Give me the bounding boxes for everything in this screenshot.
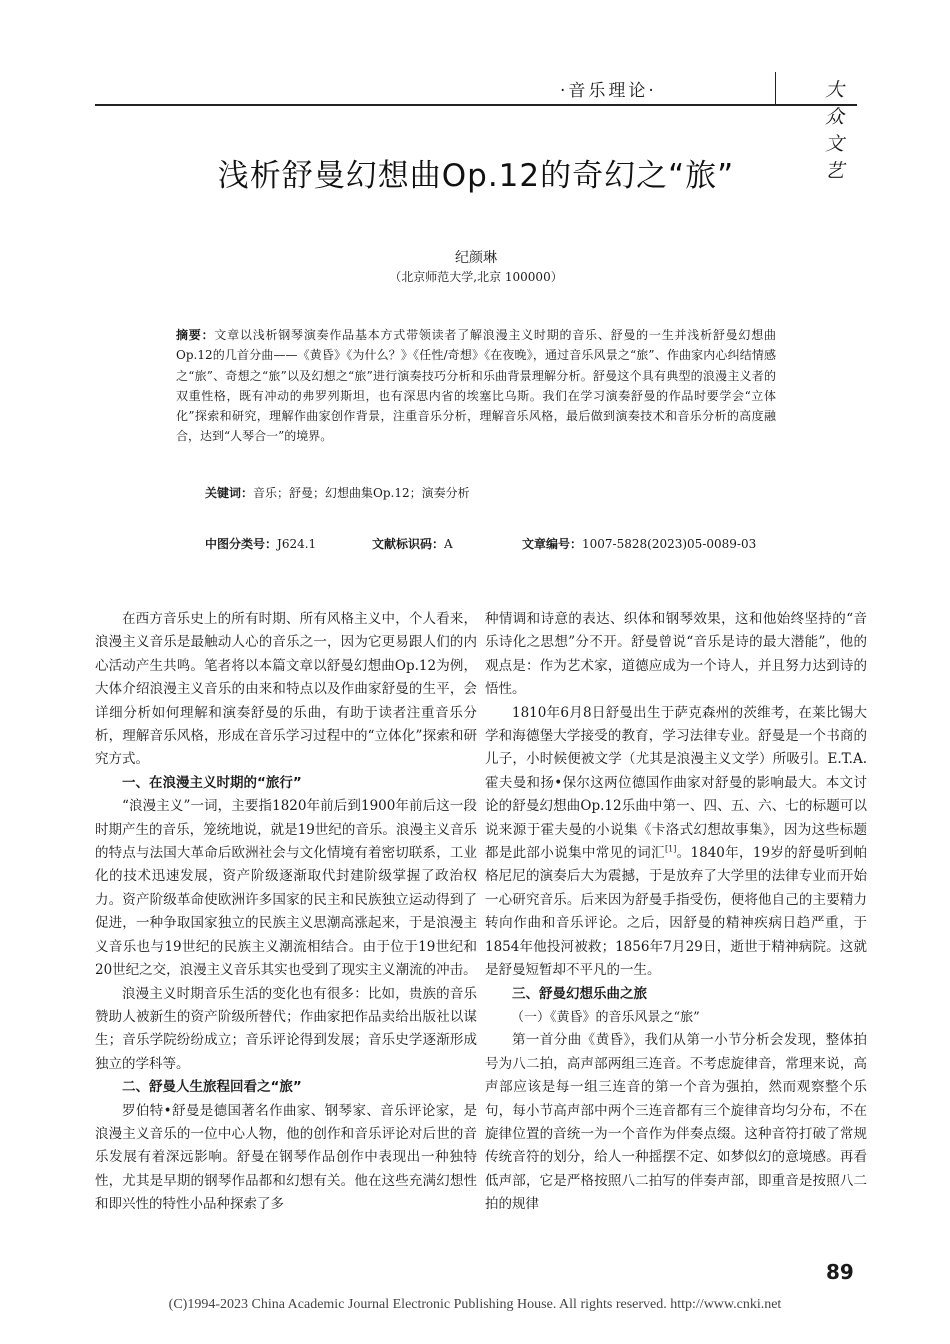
article-id	[522, 535, 756, 552]
section-label: ·音乐理论·	[560, 81, 657, 101]
paragraph: 种情调和诗意的表达、织体和钢琴效果，这和他始终坚持的“音乐诗化之思想”分不开。舒曼曾说“音乐是诗的最大潜能”，他的观点是：作为艺术家，道德应成为一个诗人，并且努力达到诗的悟性。	[485, 611, 867, 698]
doc-code-value: A	[444, 537, 453, 551]
paragraph: 第一首分曲《黄昏》，我们从第一小节分析会发现，整体拍号为八二拍，高声部两组三连音。不考虑旋律音，常理来说，高声部应该是每一组三连音的第一个音为强拍，然而观察整个乐句，每小节高声部中两个三连音都有三个旋律音均匀分布，不在旋律位置的音统一为一个音作为伴奏点缀。这种音符打破了常规传统音符的划分，给人一种摇摆不定、如梦似幻的意境感。再看低声部，它是严格按照八二拍写的伴奏声部，即重音是按照八二拍的规律	[485, 1032, 867, 1213]
paragraph: 在西方音乐史上的所有时期、所有风格主义中，个人看来，浪漫主义音乐是最触动人心的音乐之一，因为它更易跟人们的内心活动产生共鸣。笔者将以本篇文章以舒曼幻想曲Op.12为例，大体介绍浪漫主义音乐的由来和特点以及作曲家舒曼的生平，会详细分析如何理解和演奏舒曼的乐曲，有助于读者注重音乐分析，理解音乐风格，形成在音乐学习过程中的“立体化”探索和研究方式。	[95, 611, 477, 768]
paragraph-text: 。1840年，19岁的舒曼听到帕格尼尼的演奏后大为震撼，于是放弃了大学里的法律专业而开始一心研究音乐。后来因为舒曼手指受伤，便将他自己的主要精力转向作曲和音乐评论。之后，因舒曼的精神疾病日趋严重，于1854年他投河被救；1856年7月29日，逝世于精神病院。这就是舒曼短暂却不平凡的一生。	[485, 845, 867, 979]
paragraph: 浪漫主义时期音乐生活的变化也有很多：比如，贵族的音乐赞助人被新生的资产阶级所替代；作曲家把作品卖给出版社以谋生；音乐学院纷纷成立；音乐评论得到发展；音乐史学逐渐形成独立的学科等。	[95, 985, 477, 1072]
clc-number	[205, 535, 316, 552]
copyright-footer: (C)1994-2023 China Academic Journal Electronic Publishing House. All rights reserved. http://www.cnki.net	[168, 1297, 782, 1312]
keywords	[205, 484, 785, 501]
header-divider	[775, 72, 776, 104]
keywords-text: 音乐；舒曼；幻想曲集Op.12；演奏分析	[253, 486, 470, 500]
right-column	[485, 608, 867, 1217]
doc-code	[372, 535, 453, 552]
article-title: 浅析舒曼幻想曲Op.12的奇幻之“旅”	[217, 158, 735, 194]
paragraph	[485, 702, 867, 983]
section-heading: 二、舒曼人生旅程回看之“旅”	[122, 1079, 302, 1096]
paragraph-text: 1810年6月8日舒曼出生于萨克森州的茨维考，在莱比锡大学和海德堡大学接受的教育，学习法律专业。舒曼是一个书商的儿子，小时候便被文学（尤其是浪漫主义文学）所吸引。E.T.A.霍夫曼和扬•保尔这两位德国作曲家对舒曼的影响最大。本文讨论的舒曼幻想曲Op.12乐曲中第一、四、五、六、七的标题可以说来源于霍夫曼的小说集《卡洛式幻想故事集》，因为这些标题都是此部小说集中常见的词汇	[485, 704, 867, 862]
paragraph: 罗伯特•舒曼是德国著名作曲家、钢琴家、音乐评论家，是浪漫主义音乐的一位中心人物，他的创作和音乐评论对后世的音乐发展有着深远影响。舒曼在钢琴作品创作中表现出一种独特性，尤其是早期的钢琴作品都和幻想有关。他在这些充满幻想性和即兴性的特性小品种探索了多	[95, 1102, 477, 1213]
abstract-label: 摘要：	[176, 328, 215, 342]
author-name: 纪颜琳	[455, 250, 497, 266]
article-id-value: 1007-5828(2023)05-0089-03	[582, 537, 757, 551]
subsection-heading: （一）《黄昏》的音乐风景之“旅”	[511, 1009, 700, 1025]
clc-value: J624.1	[277, 537, 317, 551]
clc-label: 中图分类号：	[205, 537, 278, 551]
paragraph: “浪漫主义”一词，主要指1820年前后到1900年前后这一段时期产生的音乐，笼统地说，就是19世纪的音乐。浪漫主义音乐的特点与法国大革命后欧洲社会与文化情境有着密切联系，工业化的技术迅速发展，资产阶级逐渐取代封建阶级掌握了政治权力。资产阶级革命使欧洲许多国家的民主和民族独立运动得到了促进，一种争取国家独立的民族主义思潮高涨起来，于是浪漫主义音乐也与19世纪的民族主义潮流相结合。由于位于19世纪和20世纪之交，浪漫主义音乐其实也受到了现实主义潮流的冲击。	[95, 798, 477, 979]
author-affiliation: （北京师范大学,北京 100000）	[389, 270, 563, 284]
section-heading: 一、在浪漫主义时期的“旅行”	[122, 774, 302, 791]
journal-name: 大众文艺	[825, 79, 849, 182]
article-id-label: 文章编号：	[522, 537, 583, 551]
page-number: 89	[826, 1260, 854, 1284]
section-heading: 三、舒曼幻想乐曲之旅	[512, 985, 647, 1002]
abstract-text: 文章以浅析钢琴演奏作品基本方式带领读者了解浪漫主义时期的音乐、舒曼的一生并浅析舒曼幻想曲Op.12的几首分曲——《黄昏》《为什么？》《任性/奇想》《在夜晚》，通过音乐风景之“旅”、作曲家内心纠结情感之“旅”、奇想之“旅”以及幻想之“旅”进行演奏技巧分析和乐曲背景理解分析。舒曼这个具有典型的浪漫主义者的双重性格，既有冲动的弗罗列斯坦，也有深思内省的埃塞比乌斯。我们在学习演奏舒曼的作品时要学会“立体化”探索和研究，理解作曲家创作背景，注重音乐分析，理解音乐风格，最后做到演奏技术和音乐分析的高度融合，达到“人琴合一”的境界。	[176, 328, 776, 444]
left-column	[95, 608, 477, 1217]
keywords-label: 关键词：	[205, 486, 254, 500]
abstract	[176, 325, 776, 447]
doc-code-label: 文献标识码：	[372, 537, 445, 551]
citation-ref[interactable]: [1]	[664, 844, 677, 854]
